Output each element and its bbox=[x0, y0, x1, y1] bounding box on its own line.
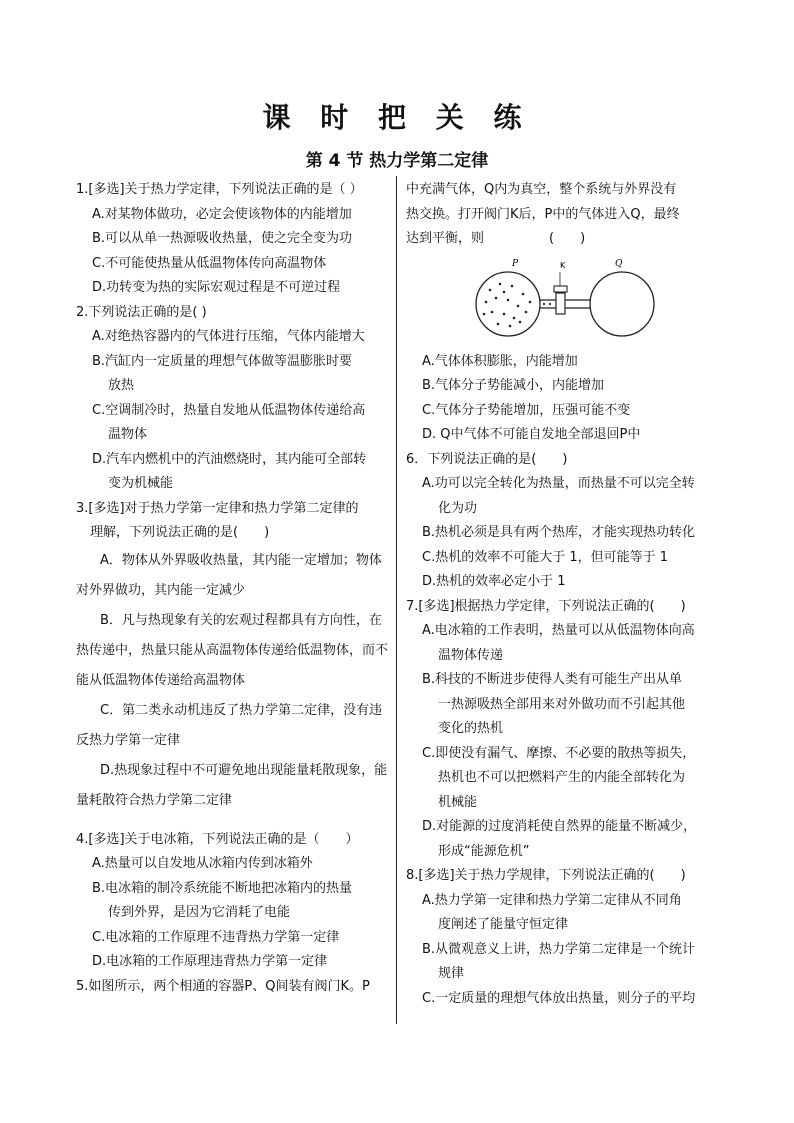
question-6 bbox=[406, 448, 724, 595]
container-q bbox=[590, 272, 654, 336]
question-7 bbox=[406, 595, 724, 865]
option-d: D.汽车内燃机中的汽油燃烧时，其内能可全部转 变为机械能 bbox=[92, 451, 367, 491]
option-a: A.电冰箱的工作表明，热量可以从低温物体向高 温物体传递 bbox=[422, 623, 695, 663]
option-a: A.对绝热容器内的气体进行压缩，气体内能增大 bbox=[92, 329, 365, 344]
gas-particles bbox=[483, 282, 551, 327]
question-1 bbox=[76, 178, 390, 301]
option-b: B．凡与热现象有关的宏观过程都具有方向性，在热传递中，热量只能从高温物体传递给低温物体，而不能从低温物体传递给高温物体 bbox=[76, 612, 389, 688]
option-a: A.功可以完全转化为热量，而热量不可以完全转 化为功 bbox=[422, 476, 695, 516]
page-title: 课 时 把 关 练 bbox=[262, 101, 532, 134]
question-stem-cont: 热交换。打开阀门K后，P中的气体进入Q，最终 bbox=[406, 206, 680, 222]
option-a: A.热力学第一定律和热力学第二定律从不同角 度阐述了能量守恒定律 bbox=[422, 892, 682, 932]
option-c: C．第二类永动机违反了热力学第二定律，没有违反热力学第一定律 bbox=[76, 702, 383, 748]
question-stem: 7.[多选]根据热力学定律，下列说法正确的( ) bbox=[406, 598, 686, 614]
option-c: C.空调制冷时，热量自发地从低温物体传递给高 温物体 bbox=[92, 402, 366, 442]
option-c: C.热机的效率不可能大于 1，但可能等于 1 bbox=[422, 549, 669, 565]
option-b: B.可以从单一热源吸收热量，使之完全变为功 bbox=[92, 231, 353, 246]
option-a: A．物体从外界吸收热量，其内能一定增加；物体对外界做功，其内能一定减少 bbox=[76, 552, 382, 598]
option-c: C.一定质量的理想气体放出热量，则分子的平均 bbox=[422, 990, 696, 1006]
question-5-stem-start: 5.如图所示，两个相通的容器P、Q间装有阀门K。P bbox=[76, 978, 370, 994]
right-column bbox=[406, 178, 724, 1011]
label-p: P bbox=[512, 258, 519, 269]
container-figure bbox=[406, 256, 724, 346]
question-stem: 6．下列说法正确的是( ) bbox=[406, 451, 568, 467]
section-title: 第 4 节 热力学第二定律 bbox=[305, 151, 489, 171]
question-stem-cont: 达到平衡，则 ( ) bbox=[406, 231, 586, 246]
question-3 bbox=[76, 497, 390, 816]
option-d: D.电冰箱的工作原理违背热力学第一定律 bbox=[92, 954, 328, 969]
question-stem: 2.下列说法正确的是( ) bbox=[76, 304, 207, 320]
option-a: A.对某物体做功，必定会使该物体的内能增加 bbox=[92, 206, 352, 222]
container-p bbox=[476, 272, 540, 336]
question-stem: 3.[多选]对于热力学第一定律和热力学第二定律的 理解，下列说法正确的是( ) bbox=[76, 500, 359, 540]
option-c: C.电冰箱的工作原理不违背热力学第一定律 bbox=[92, 929, 340, 945]
question-8 bbox=[406, 864, 724, 1011]
label-q: Q bbox=[615, 258, 623, 269]
option-d: D. Q中气体不可能自发地全部退回P中 bbox=[422, 427, 641, 442]
option-b: B.热机必须是具有两个热库，才能实现热功转化 bbox=[422, 525, 696, 540]
question-stem: 1.[多选]关于热力学定律，下列说法正确的是（ ） bbox=[76, 182, 363, 197]
option-d: D.热现象过程中不可避免地出现能量耗散现象，能量耗散符合热力学第二定律 bbox=[76, 762, 388, 808]
label-k: K bbox=[560, 260, 566, 270]
option-a: A.气体体积膨胀，内能增加 bbox=[422, 353, 578, 369]
option-c: C.气体分子势能增加，压强可能不变 bbox=[422, 402, 631, 418]
option-b: B.科技的不断进步使得人类有可能生产出从单 一热源吸热全部用来对外做功而不引起其他 变化的热机 bbox=[422, 672, 686, 736]
column-divider bbox=[396, 176, 397, 1024]
option-c: C.不可能使热量从低温物体传向高温物体 bbox=[92, 255, 327, 271]
option-b: B.从微观意义上讲，热力学第二定律是一个统计 规律 bbox=[422, 941, 696, 981]
question-stem-cont: 中充满气体，Q内为真空，整个系统与外界没有 bbox=[406, 182, 677, 197]
option-d: D.功转变为热的实际宏观过程是不可逆过程 bbox=[92, 280, 341, 295]
question-5 bbox=[406, 178, 724, 448]
left-column bbox=[76, 178, 390, 999]
option-d: D.对能源的过度消耗使自然界的能量不断减少， 形成“能源危机” bbox=[422, 819, 697, 859]
question-4 bbox=[76, 828, 390, 975]
question-stem: 8.[多选]关于热力学规律，下列说法正确的( ) bbox=[406, 868, 686, 883]
valve-containers-diagram bbox=[468, 256, 668, 344]
valve-body bbox=[556, 293, 565, 314]
option-b: B.汽缸内一定质量的理想气体做等温膨胀时要 放热 bbox=[92, 353, 353, 393]
question-2 bbox=[76, 301, 390, 497]
option-c: C.即使没有漏气、摩擦、不必要的散热等损失， 热机也不可以把燃料产生的内能全部转化为 机械能 bbox=[422, 745, 696, 810]
option-d: D.热机的效率必定小于 1 bbox=[422, 574, 566, 589]
option-b: B.电冰箱的制冷系统能不断地把冰箱内的热量 传到外界，是因为它消耗了电能 bbox=[92, 880, 353, 920]
option-a: A.热量可以自发地从冰箱内传到冰箱外 bbox=[92, 856, 313, 871]
valve-handle bbox=[554, 286, 567, 292]
question-stem: 4.[多选]关于电冰箱，下列说法正确的是（ ） bbox=[76, 831, 359, 847]
option-b: B.气体分子势能减小，内能增加 bbox=[422, 378, 605, 393]
